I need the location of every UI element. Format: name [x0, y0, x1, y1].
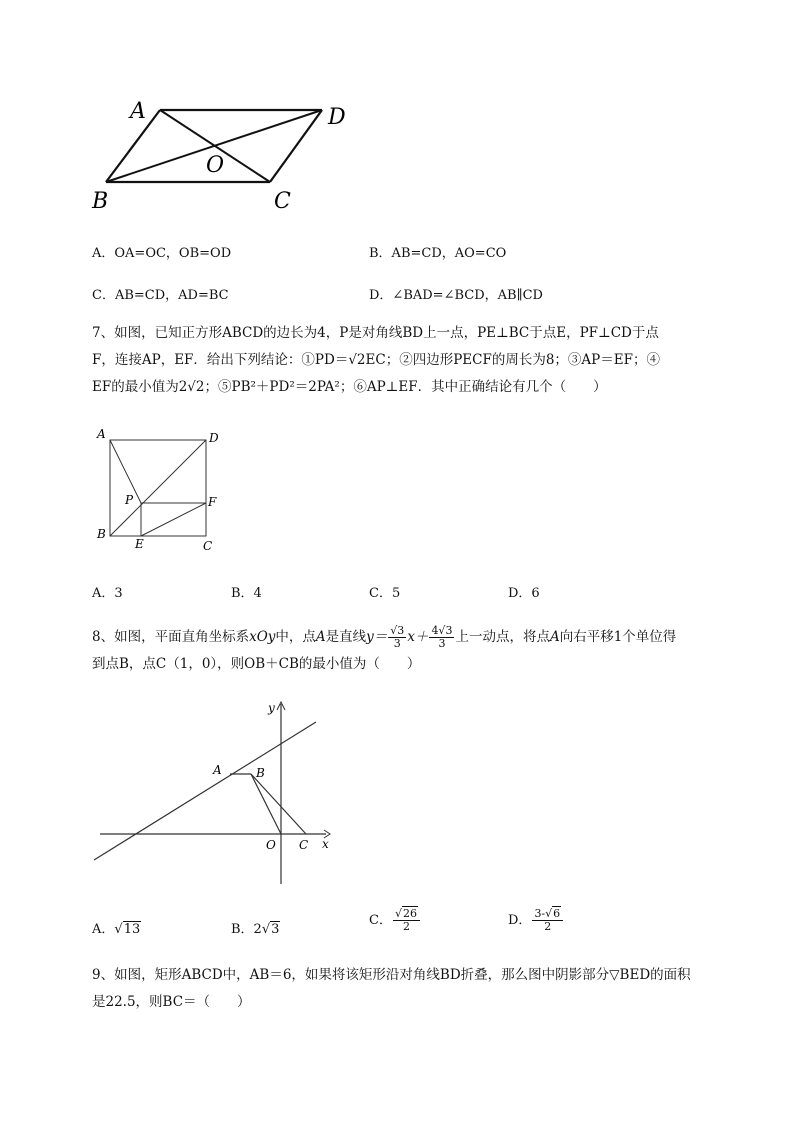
q8-text-a: 如图，平面直角坐标系 — [114, 629, 250, 645]
q7-option-a[interactable]: A．3 — [92, 586, 123, 601]
q8-eq-y: y＝ — [366, 629, 388, 645]
q8-option-b[interactable]: B．2√3 — [231, 922, 280, 937]
label-y: y — [268, 701, 275, 715]
q9-line2: 是22.5，则BC＝（ ） — [92, 994, 251, 1010]
label-o: O — [206, 153, 225, 178]
label-d: D — [209, 431, 219, 445]
q9-number: 9、 — [92, 967, 115, 983]
q7-line2: F，连接AP，EF．给出下列结论：①PD＝√2EC；②四边形PECF的周长为8；③AP＝EF；④ — [92, 352, 660, 368]
q8-line2: 到点B，点C（1，0），则OB＋CB的最小值为（ ） — [92, 656, 421, 672]
q8-xoy: xOy — [249, 629, 276, 645]
q9-line1: 如图，矩形ABCD中，AB＝6，如果将该矩形沿对角线BD折叠，那么图中阴影部分▽BED的面积 — [114, 967, 691, 983]
label-b: B — [256, 766, 265, 780]
coordinate-figure — [88, 696, 348, 892]
q8-option-c[interactable]: C． $\frac{√26}{2}$ — [369, 908, 421, 933]
label-c: C — [274, 189, 291, 214]
label-c: C — [299, 838, 309, 852]
q7-number: 7、 — [92, 325, 115, 341]
question-8 — [92, 624, 742, 678]
q7-line1: 如图，已知正方形ABCD的边长为4，P是对角线BD上一点，PE⊥BC于点E，PF⊥CD于点 — [114, 325, 659, 341]
label-b: B — [92, 189, 109, 214]
label-o: O — [266, 838, 276, 852]
q8-option-a[interactable]: A．√13 — [92, 922, 141, 937]
q6-option-c[interactable]: C．AB=CD，AD=BC — [92, 288, 229, 303]
label-a: A — [213, 763, 222, 777]
q8-point-a2: A — [549, 629, 560, 645]
q8-text-c: 中，点 — [275, 629, 316, 645]
segment-bo — [251, 774, 281, 834]
q6-option-a[interactable]: A．OA=OC，OB=OD — [92, 246, 232, 261]
side-dc — [270, 110, 322, 182]
question-9 — [92, 962, 742, 1016]
q8-text-h: 向右平移1个单位得 — [559, 629, 677, 645]
label-a: A — [130, 99, 146, 124]
label-c: C — [203, 539, 213, 553]
q8-frac-1: $\frac{√3}{3}$ — [390, 624, 405, 650]
q8-text-f: 上一动点，将点 — [455, 629, 550, 645]
q8-point-a: A — [315, 629, 326, 645]
label-d: D — [328, 105, 346, 130]
q8-frac-2: $\frac{4√3}{3}$ — [431, 624, 453, 650]
segment-ef — [141, 503, 206, 536]
parallelogram-figure — [80, 90, 370, 220]
label-a: A — [97, 427, 106, 441]
line-y — [94, 722, 316, 860]
q8-number: 8、 — [92, 629, 115, 645]
segment-bc — [251, 774, 306, 834]
label-e: E — [135, 537, 144, 551]
q7-option-d[interactable]: D．6 — [508, 586, 540, 601]
square-figure — [92, 424, 232, 554]
q7-line3: EF的最小值为2√2；⑤PB²＋PD²＝2PA²；⑥AP⊥EF．其中正确结论有几个（ ） — [92, 379, 607, 395]
diagonal-bd — [110, 440, 206, 536]
q8-text-e: 是直线 — [325, 629, 367, 645]
label-b: B — [97, 527, 106, 541]
question-7 — [92, 320, 742, 401]
q7-option-b[interactable]: B．4 — [231, 586, 262, 601]
q6-option-d[interactable]: D．∠BAD=∠BCD，AB∥CD — [369, 288, 543, 303]
label-p: P — [125, 493, 134, 507]
label-x: x — [322, 837, 329, 851]
q8-eq-x: x＋ — [407, 629, 429, 645]
q6-option-b[interactable]: B．AB=CD，AO=CO — [369, 246, 507, 261]
label-f: F — [208, 495, 217, 509]
q7-option-c[interactable]: C．5 — [369, 586, 401, 601]
q8-option-d[interactable]: D． $\frac{3-√6}{2}$ — [508, 908, 564, 933]
